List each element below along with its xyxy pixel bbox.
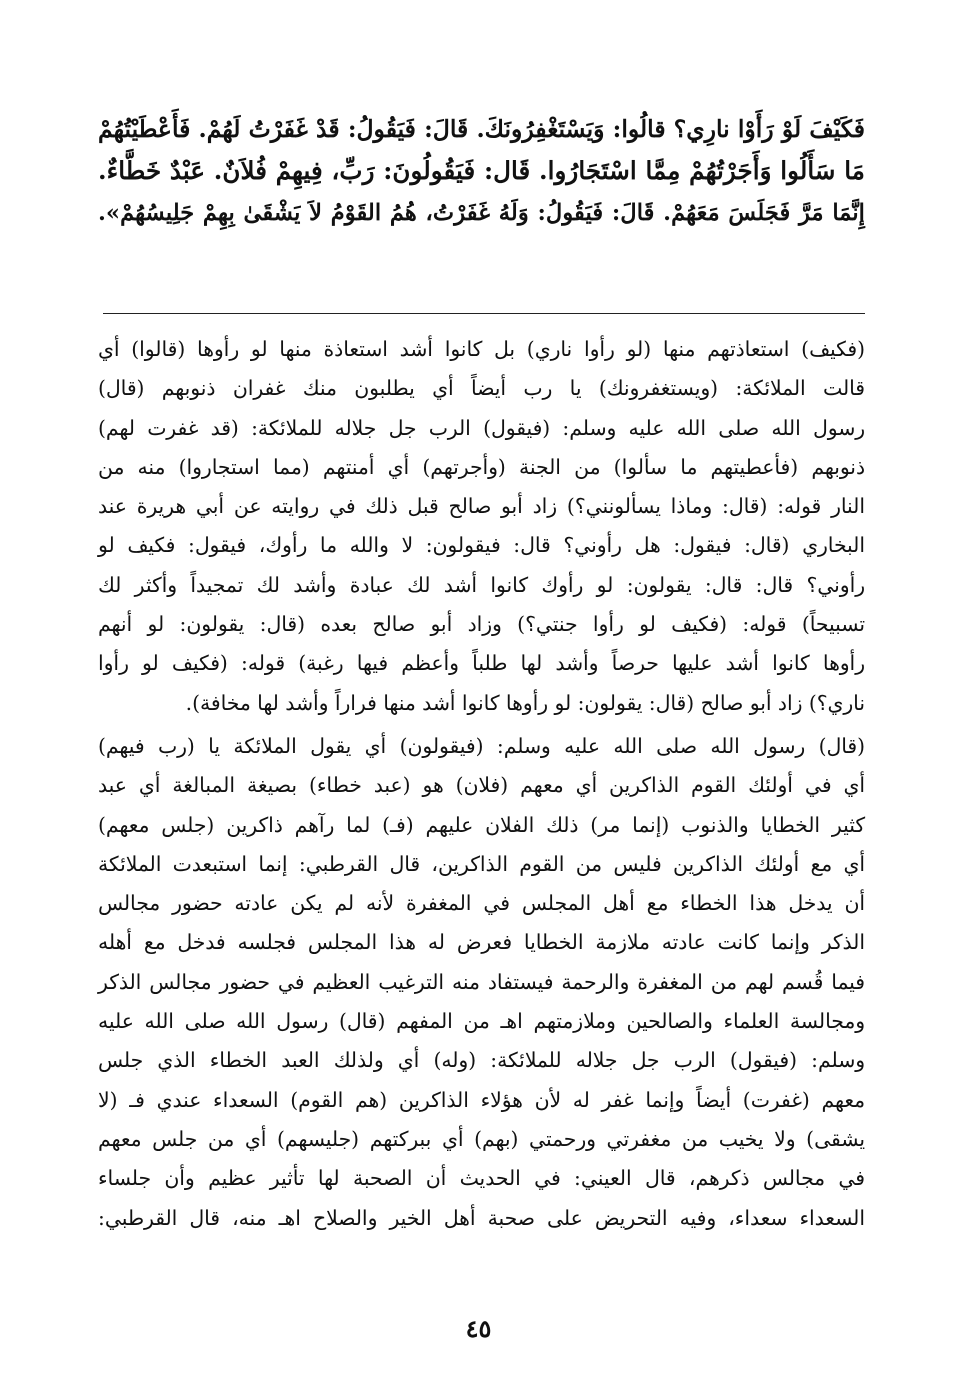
commentary-line: رأوها كانوا أشد عليها حرصاً وأشد لها طلباً وأعظم فيها رغبة) قوله: (فكيف لو رأوا [98, 651, 865, 676]
commentary-line: تسبيحاً) قوله: (فكيف لو رأوا جنتي؟) وزاد أبو صالح بعده (قال: يقولون: لو أنهم [98, 612, 865, 637]
commentary-line: البخاري (قال: فيقول: هل رأوني؟ قال: فيقولون: لا والله ما رأوك، فيقول: فكيف لو [98, 533, 865, 558]
page-number: ٤٥ [465, 1314, 492, 1343]
commentary-paragraph-1 [98, 330, 865, 723]
commentary-line: أي في أولئك القوم الذاكرين أي معهم (فلان) هو (عبد خطاء) بصيغة المبالغة أي عبد [98, 773, 865, 798]
commentary-line: فيما قُسم لهم من المغفرة والرحمة فيستفاد منه الترغيب العظيم في حضور مجالس الذكر [98, 969, 865, 994]
commentary-line: كثير الخطايا والذنوب (إنما مر) ذلك الفلان عليهم (فـ) لما رآهم ذاكرين (جلس معهم) [98, 812, 865, 837]
commentary-line: ذنوبهم (فأعطيتهم ما سألوا) من الجنة (وأجرتهم) أي أمنتهم (مما استجاروا) منه من [98, 454, 865, 479]
commentary-line: ومجالسة العلماء والصالحين وملازمتهم اهـ من المفهم (قال) رسول الله صلى الله عليه [98, 1009, 865, 1034]
commentary-line: رأوني؟ قال: قال: يقولون: لو رأوك كانوا أشد لك عبادة وأشد لك تمجيداً وأكثر لك [98, 572, 865, 597]
commentary-paragraph-2 [98, 727, 865, 1238]
commentary-line: ناري؟) زاد أبو صالح (قال: يقولون: لو رأوها كانوا أشد منها فراراً وأشد لها مخافة). [185, 690, 865, 715]
commentary-line: النار قوله: (قال: وماذا يسألونني؟) زاد أبو صالح قبل ذلك في روايته عن أبي هريرة عند [98, 494, 865, 519]
section-divider [103, 313, 865, 314]
hadith-line: مَا سَأَلُوا وَأَجَرْتُهُمْ مِمَّا اسْتَجَارُوا. قَال: فَيَقُولُونَ: رَبِّ، فِيهِمْ فُلاَنٌ. عَبْدٌ خَطَّاءٌ. [98, 156, 865, 185]
commentary-line: في مجالس ذكرهم، قال العيني: في الحديث أن الصحبة لها تأثير عظيم وأن جلساء [98, 1166, 865, 1191]
commentary-line: رسول الله صلى الله عليه وسلم: (فيقول) الرب جل جلاله للملائكة: (قد غفرت لهم) [98, 415, 865, 440]
commentary-line: معهم (غفرت) أيضاً وإنما غفر له لأن هؤلاء الذاكرين (هم القوم) السعداء عندي فـ (لا [98, 1087, 865, 1112]
commentary-line: أن يدخل هذا الخطاء مع أهل المجلس في المغفرة لأنه لم يكن عادته حضور مجالس [98, 891, 865, 916]
hadith-line: إِنَّمَا مَرَّ فَجَلَسَ مَعَهُمْ. قَالَ: فَيَقُولُ: وَلَهُ غَفَرْتُ، هُمُ القَوْمُ لاَ يَشْقَىٰ بِهِمْ جَلِيسُهُمْ». [98, 200, 865, 226]
commentary-line: قالت الملائكة: (ويستغفرونك) يا رب أيضاً أي يطلبون منك غفران ذنوبهم (قال) [98, 376, 865, 401]
commentary-line: (قال) رسول الله صلى الله عليه وسلم: (فيقولون) أي يقول الملائكة يا (رب فيهم) [98, 733, 865, 758]
hadith-line: فَكَيْفَ لَوْ رَأَوْا نارِي؟ قالُوا: وَيَسْتَغْفِرُونَكَ. قَالَ: فَيَقُولُ: قَدْ غَفَرْتُ لَهُمْ. فَأَعْطَيْتُهُمْ [98, 115, 865, 143]
commentary-line: أي مع أولئك الذاكرين فليس من القوم الذاكرين، قال القرطبي: إنما استبعدت الملائكة [98, 851, 865, 876]
commentary-line: السعداء سعداء، وفيه التحريض على صحبة أهل الخير والصلاح اهـ منه، قال القرطبي: [98, 1205, 865, 1230]
commentary-line: (فكيف) استعاذتهم منها (لو رأوا ناري) بل كانوا أشد استعاذة منها لو رأوها (قالوا) أي [98, 337, 865, 361]
commentary-line: الذكر وإنما كانت عادته ملازمة الخطايا فعرض له هذا المجلس فجلسه فدخل مع أهله [98, 930, 865, 955]
commentary-line: وسلم: (فيقول) الرب جل جلاله للملائكة: (وله) أي ولذلك العبد الخطاء الذي جلس [98, 1048, 865, 1073]
hadith-text [98, 108, 865, 234]
commentary-line: يشقى) ولا يخيب من مغفرتي ورحمتي (بهم) أي ببركتهم (جليسهم) أي من جلس معهم [98, 1126, 865, 1151]
commentary [98, 330, 865, 1238]
